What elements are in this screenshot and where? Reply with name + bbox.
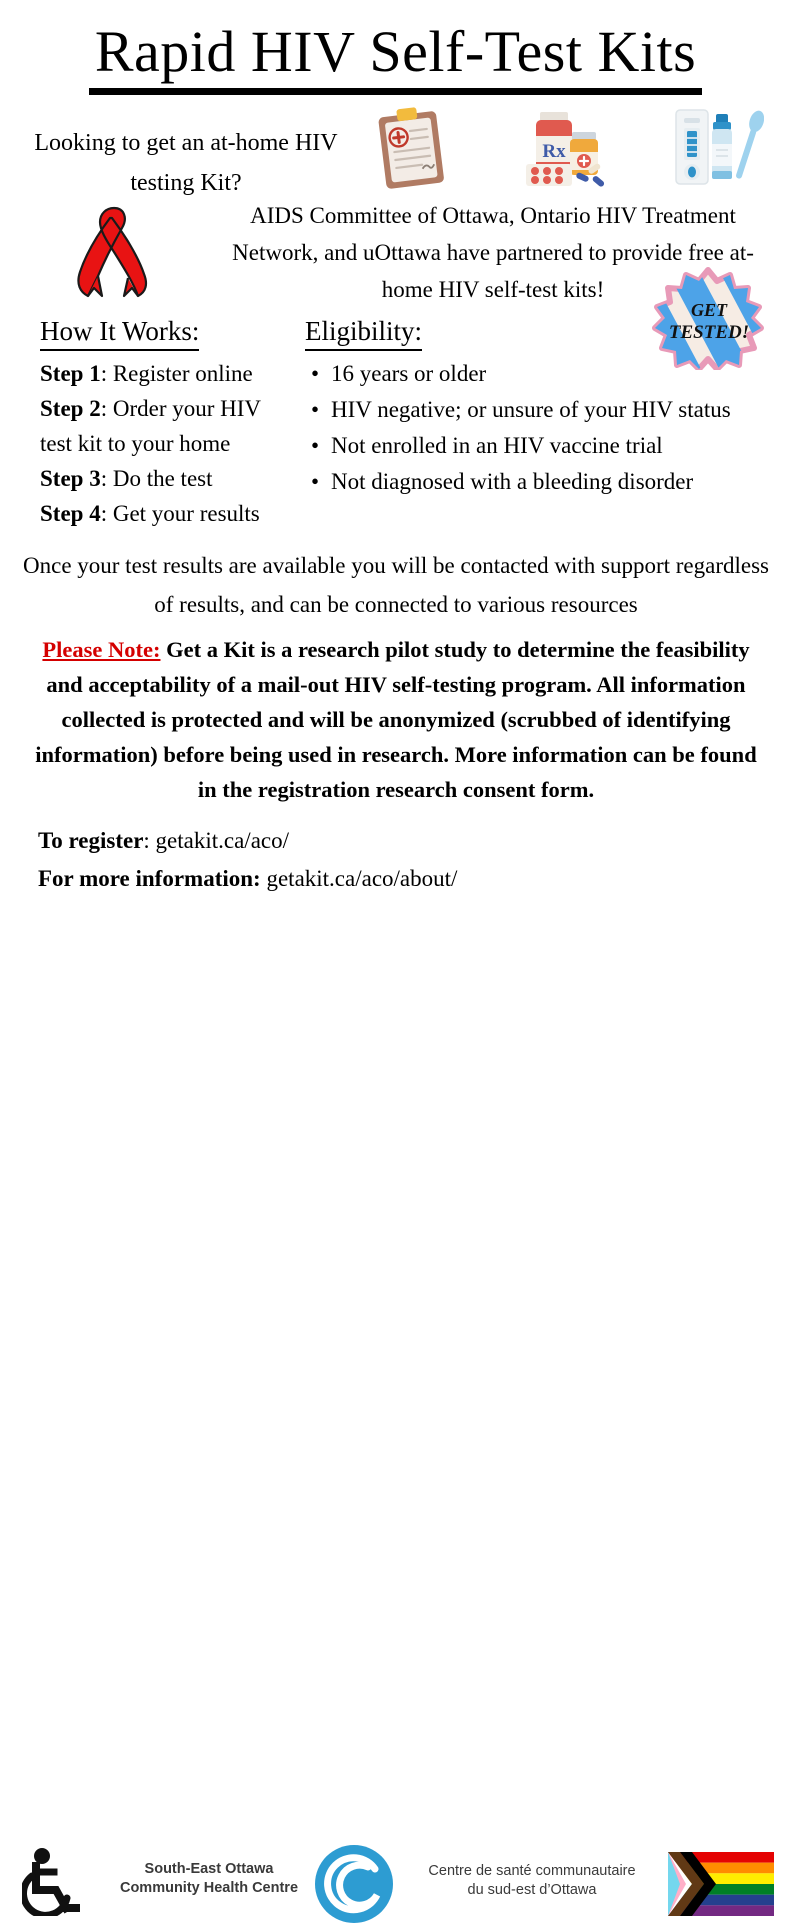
red-aids-ribbon-icon: [58, 192, 162, 309]
list-item: [305, 464, 775, 499]
more-info-url[interactable]: getakit.ca/aco/about/: [266, 866, 458, 891]
register-line: [38, 822, 638, 860]
list-item: [305, 392, 775, 427]
progress-pride-flag-icon: [668, 1852, 774, 1921]
cssc-line-1: Centre de santé communautaire: [428, 1863, 636, 1879]
step-item: [40, 391, 298, 461]
seochc-line-2: Community Health Centre: [119, 1880, 299, 1896]
medical-clipboard-icon: [368, 106, 454, 195]
list-item-label: HIV negative; or unsure of your HIV status: [331, 397, 731, 422]
bullet-icon: •: [311, 469, 320, 494]
how-it-works-heading: How It Works:: [40, 314, 199, 351]
how-it-works-section: [40, 314, 298, 531]
seochc-line-1: South-East Ottawa: [144, 1861, 274, 1877]
step-label: Step 1: [40, 361, 101, 386]
step-label: Step 2: [40, 396, 101, 421]
intro-question: Looking to get an at-home HIV testing Kit?: [34, 130, 338, 196]
footer: [0, 918, 791, 1898]
step-text: : Order your HIV test kit to your home: [40, 396, 261, 456]
svg-text:GET: GET: [691, 300, 727, 320]
step-label: Step 4: [40, 501, 101, 526]
hiv-test-kit-icon: [672, 108, 764, 193]
cssc-line-2: du sud-est d’Ottawa: [467, 1882, 597, 1898]
blue-swirl-logo-icon: [313, 1843, 395, 1930]
cssc-name: [408, 1862, 656, 1900]
bullet-icon: •: [311, 433, 320, 458]
step-item: [40, 496, 298, 531]
please-note-body: Get a Kit is a research pilot study to determine the feasibility and acceptability of a mail-out HIV self-testing program. All information collected is protected and will be anonymized (scrubbed of identifying information) before being used in research. More information can be found in the registration research consent form.: [35, 637, 757, 802]
partner-paragraph: AIDS Committee of Ottawa, Ontario HIV Treatment Network, and uOttawa have partnered to provide free at-home HIV self-test kits!: [232, 203, 754, 302]
eligibility-list: [305, 356, 775, 499]
list-item: [305, 356, 775, 391]
links-block: [38, 822, 638, 898]
page-title: Rapid HIV Self-Test Kits: [89, 20, 702, 95]
register-url[interactable]: getakit.ca/aco/: [155, 828, 289, 853]
svg-text:Rx: Rx: [542, 141, 566, 162]
step-text: : Register online: [100, 361, 253, 386]
more-info-label: For more information:: [38, 866, 261, 891]
please-note-label: Please Note:: [42, 637, 161, 662]
prescription-bottle-icon: [520, 104, 610, 197]
step-text: : Do the test: [100, 466, 213, 491]
list-item-label: Not diagnosed with a bleeding disorder: [331, 469, 694, 494]
register-separator: :: [143, 828, 156, 853]
list-item-label: 16 years or older: [331, 361, 487, 386]
title-block: [0, 20, 791, 95]
seochc-name: [104, 1860, 314, 1898]
bullet-icon: •: [311, 397, 320, 422]
eligibility-heading: Eligibility:: [305, 314, 422, 351]
list-item: [305, 428, 775, 463]
more-info-line: [38, 860, 638, 898]
step-item: [40, 356, 298, 391]
wheelchair-accessibility-icon: [22, 1846, 84, 1921]
bullet-icon: •: [311, 361, 320, 386]
eligibility-section: [305, 314, 775, 500]
please-note-block: [26, 632, 766, 807]
support-paragraph: Once your test results are available you will be contacted with support regardless of results, and can be connected to various resources: [23, 553, 769, 617]
register-label: To register: [38, 828, 144, 853]
step-item: [40, 461, 298, 496]
svg-text:TESTED!: TESTED!: [668, 322, 750, 343]
step-text: : Get your results: [100, 501, 260, 526]
list-item-label: Not enrolled in an HIV vaccine trial: [331, 433, 663, 458]
step-label: Step 3: [40, 466, 101, 491]
